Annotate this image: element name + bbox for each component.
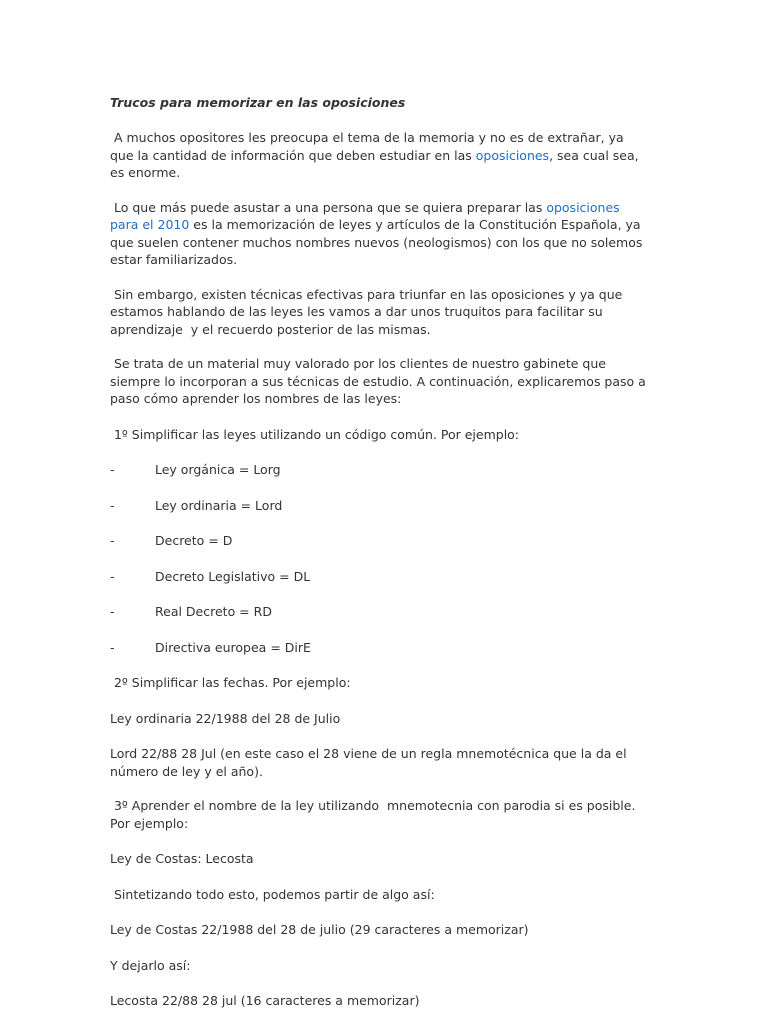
list-dash: - — [110, 533, 115, 548]
paragraph-2-text-b: es la memorización de leyes y artículos de la Constitución Española, ya que suelen contener muchos nombres nuevos (neologismos) con los que no solemos estar familiarizados. — [110, 217, 647, 267]
summary-text: Sintetizando todo esto, podemos partir de algo así: — [110, 886, 435, 902]
list-item-text: Ley ordinaria = Lord — [155, 497, 283, 513]
example-1: Ley ordinaria 22/1988 del 28 de Julio — [110, 710, 341, 726]
step-3: 3º Aprender el nombre de la ley utilizando mnemotecnia con parodia si es posible. Por ejemplo: — [110, 798, 640, 831]
list-item — [110, 568, 650, 586]
paragraph-3: Sin embargo, existen técnicas efectivas para triunfar en las oposiciones y ya que estamos hablando de las leyes les vamos a dar unos truquitos para facilitar su aprendizaje y el recuerdo posterior de las mismas. — [110, 286, 627, 337]
example-2: Lord 22/88 28 Jul (en este caso el 28 viene de un regla mnemotécnica que la da el número de ley y el año). — [110, 746, 631, 779]
document-title: Trucos para memorizar en las oposiciones — [110, 95, 406, 110]
list-item-text: Directiva europea = DirE — [155, 639, 311, 655]
example-5: Lecosta 22/88 28 jul (16 caracteres a memorizar) — [110, 993, 420, 1008]
document-body — [110, 94, 650, 1010]
list-item-text: Decreto = D — [155, 533, 233, 548]
leave-text: Y dejarlo así: — [110, 957, 191, 973]
list-item-text: Ley orgánica = Lorg — [155, 462, 281, 477]
list-item — [110, 461, 650, 479]
example-3: Ley de Costas: Lecosta — [110, 851, 254, 866]
oposiciones-link[interactable]: oposiciones — [475, 147, 550, 163]
list-dash: - — [110, 497, 115, 513]
abbreviation-list — [110, 461, 650, 656]
paragraph-2-text-a: Lo que más puede asustar a una persona que se quiera preparar las — [110, 199, 547, 215]
list-item — [110, 603, 650, 621]
step-2: 2º Simplificar las fechas. Por ejemplo: — [110, 675, 351, 690]
list-item-text: Decreto Legislativo = DL — [155, 568, 311, 584]
list-dash: - — [110, 639, 115, 655]
paragraph-2 — [110, 199, 650, 269]
example-4: Ley de Costas 22/1988 del 28 de julio (29 caracteres a memorizar) — [110, 922, 529, 937]
list-item — [110, 639, 650, 657]
step-1: 1º Simplificar las leyes utilizando un código común. Por ejemplo: — [110, 426, 520, 442]
list-dash: - — [110, 568, 115, 584]
list-dash: - — [110, 604, 115, 619]
paragraph-1-text-b: , sea cual sea, es enorme. — [110, 147, 643, 180]
paragraph-1 — [110, 129, 650, 182]
paragraph-4: Se trata de un material muy valorado por los clientes de nuestro gabinete que siempre lo incorporan a sus técnicas de estudio. A continuación, explicaremos paso a paso cómo aprender los nombres de las leyes: — [110, 356, 650, 406]
list-item-text: Real Decreto = RD — [155, 604, 272, 619]
paragraph-1-text-a: A muchos opositores les preocupa el tema de la memoria y no es de extrañar, ya que la cantidad de información que deben estudiar en las — [110, 130, 628, 163]
oposiciones-2010-link[interactable]: oposiciones para el 2010 — [110, 199, 624, 232]
list-item — [110, 532, 650, 550]
list-item — [110, 497, 650, 515]
list-dash: - — [110, 462, 115, 477]
